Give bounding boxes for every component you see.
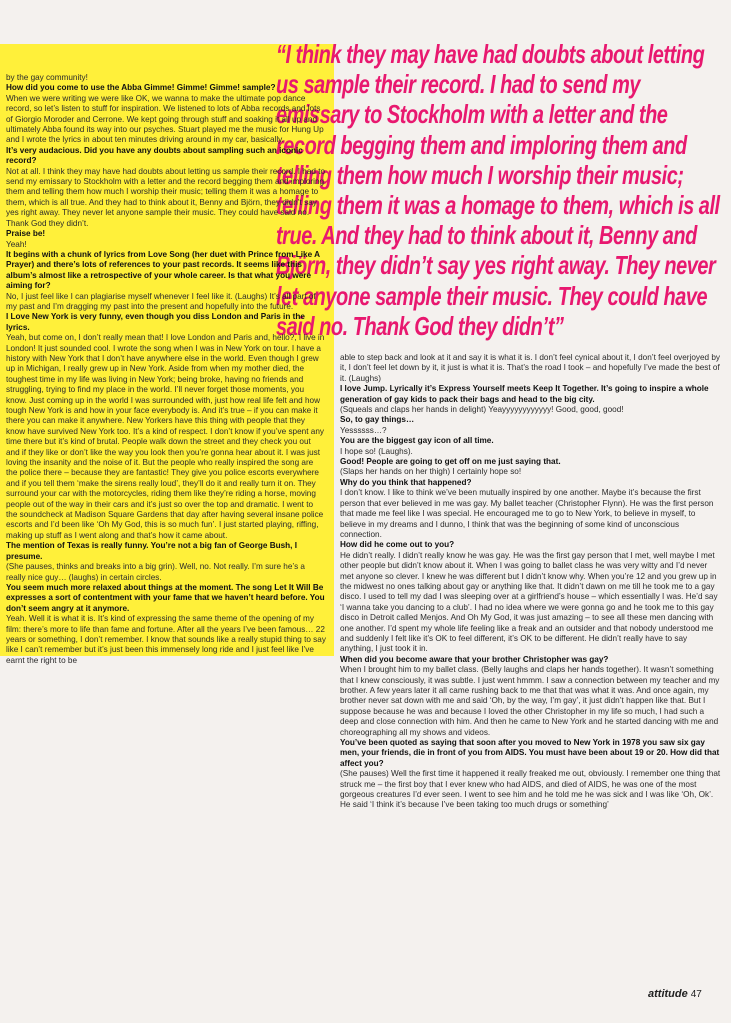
interview-answer: He didn’t really. I didn’t really know he was gay. He was the first gay person that I met, well maybe I met other people but didn’t know about it. When I was going to ballet class he was very witty and I’d never met anyone so clever. I knew he was different but I didn’t know why. When you’re 12 and you grew up in the midwest no ones talking about gay or anything like that. It didn’t dawn on me till he took me to a gay disco. I used to tell my dad I was sleeping over at a girlfriend’s house – which essentially I was. He’d say ‘I wanna take you dancing to a club’. I had no idea where we were gonna go and he took me to this gay disco in Detroit called Menjos. And Oh My God, it was just amazing – to see all these men dancing with one another. I’d spent my whole life feeling like a freak and an outsider and that nobody understood me and suddenly I felt like it’s OK to feel different, it’s OK to be different. He didn’t really have to say anything, I just took it in.: [340, 550, 718, 654]
magazine-name: attitude: [648, 988, 688, 1000]
interview-question: Praise be!: [6, 229, 46, 239]
interview-question: You’ve been quoted as saying that soon after you moved to New York in 1978 you saw six gay men, your friends, die in front of you from AIDS. You must have been about 19 or 20. How did that affect you?: [340, 738, 720, 768]
interview-answer: (She pauses, thinks and breaks into a big grin). Well, no. Not really. I’m sure he’s a really nice guy… (laughs) in certain circles.: [6, 562, 305, 582]
interview-question: The mention of Texas is really funny. You’re not a big fan of George Bush, I presume.: [6, 541, 297, 561]
interview-answer: When we were writing we were like OK, we wanna to make the ultimate pop dance record, so let’s listen to stuff for inspiration. We listened to lots of Abba records and lots of Giorgio Moroder and Cerrone. We kept going through stuff and soaking it all up and ultimately Abba found its way into our psyches. Stuart played me the music for Hung Up and I wrote the lyrics in about ten minutes driving around in my car, basically.: [6, 93, 324, 145]
interview-question: So, to gay things…: [340, 415, 415, 425]
interview-answer: Not at all. I think they may have had doubts about letting us sample their record. I had to send my emissary to Stockholm with a letter and the record begging them and imploring them and telling them how much I worship their music; telling them it was a homage to them, which is all true. And they had to think about it, Benny and Björn, they didn’t say yes right away. They never let anyone sample their music. They could have said no. Thank God they didn’t.: [6, 166, 326, 228]
interview-answer: No, I just feel like I can plagiarise myself whenever I feel like it. (Laughs) It’s all part of my past and I’m dragging my past into the present and hopefully into the future.: [6, 291, 316, 311]
interview-answer: (Squeals and claps her hands in delight) Yeayyyyyyyyyyyy! Good, good, good!: [340, 405, 624, 415]
interview-question: You seem much more relaxed about things at the moment. The song Let It Will Be expresses a sort of contentment with your fame that we haven’t heard before. You don’t seem angry at it anymore.: [6, 582, 325, 613]
interview-question: It begins with a chunk of lyrics from Love Song (her duet with Prince from Like A Prayer) and there’s lots of references to your past records. It seems like this album’s almost like a retrospective of your whole career. Is that what you were aiming for?: [6, 249, 320, 291]
left-text-column: [6, 73, 326, 666]
right-text-column: [340, 353, 722, 811]
page-number: 47: [690, 989, 702, 1000]
interview-question: It’s very audacious. Did you have any doubts about sampling such an iconic record?: [6, 145, 303, 166]
interview-answer: Yeah, but come on, I don’t really mean that! I love London and Paris and, hello?, I live in London! It just sounded cool. I wrote the song when I was in New York on tour. I have a history with New York that I don’t have anywhere else in the world. Even though I grew up in Michigan, I really grew up in New York. Aside from when my mother died, the toughest time in my life was living in New York; being broke, having no friends and struggling, trying to find my place in the world. I’ll never forget those moments, you know. Just coming up in the world I was surrounded with, just how real life felt and how tough New York is and how in your face everybody is. And it’s true – if you can make it there you can make it anywhere. New Yorkers have this thing with people that they know have survived New York too. It’s a kind of respect. I don’t know if you’ve spent any time there but it’s kind of brutal. People walk down the street and they check you out and if they like or don’t like the way you look then you’re gonna hear about it. I was just loving the insanity and the noise of it. But the people who really inspired the song are the police there – because they are fantastic! They give you police escorts everywhere and if you tell them ‘make the sirens really loud’, they’ll do it and really turn it on. They surround your car with the motorcycles, riding them like they’re riding a horse, moving people out of the way in their cars and it’s just so over the top and dramatic. I went to the soundcheck at Madison Square Gardens that day after having several insane police escorts and I’d been like ‘Oh My God, this is so much fun’. I just started playing, riffing, making up stuff as I went along and that’s how it came about.: [6, 333, 325, 540]
interview-answer: able to step back and look at it and say it is what it is. I don’t feel cynical about it, I don’t feel overjoyed by it, I don’t feel let down by it, it just is what it is. That’s the road I took – and hopefully I’ve made the best of it. (Laughs): [340, 353, 721, 383]
interview-answer: (She pauses) Well the first time it happened it really freaked me out, obviously. I remember one thing that struck me – the first boy that I ever knew who had AIDS, and died of AIDS, he was one of the most gorgeous creatures I’d ever seen. I went to see him and he told me he was sick and I was like ‘Oh, Ok’. He said ‘I think it’s because I’ve been taking too much drugs or something’: [340, 769, 721, 810]
interview-question: How did he come out to you?: [340, 540, 455, 550]
interview-question: I Love New York is very funny, even though you diss London and Paris in the lyrics.: [6, 312, 305, 332]
interview-question: I love Jump. Lyrically it’s Express Yourself meets Keep It Together. It’s going to inspire a whole generation of gay kids to pack their bags and head to the big city.: [340, 384, 709, 404]
interview-answer: Yeah!: [6, 239, 27, 249]
interview-answer: (Slaps her hands on her thigh) I certainly hope so!: [340, 467, 522, 477]
page-footer: [648, 988, 702, 1000]
interview-answer: I hope so! (Laughs).: [340, 446, 413, 456]
interview-answer: When I brought him to my ballet class. (Belly laughs and claps her hands together). It wasn’t something that I knew consciously, it was subtle. I just went hmmm. I saw a connection between my teacher and my brother. A few years later it all came rushing back to me that that was what it was. And once again, my brother never sat down with me and said ‘Oh, by the way, I’m gay’, it just didn’t happen like that. But I suppose because he was and because I loved the other Christopher in my life so much, I had such a deep and close connection with him. And then he came to New York and he started dancing with me and choreographing all my shows and videos.: [340, 665, 720, 737]
interview-question: When did you become aware that your brother Christopher was gay?: [340, 654, 609, 664]
interview-question: You are the biggest gay icon of all time.: [340, 436, 494, 446]
interview-question: How did you come to use the Abba Gimme! Gimme! Gimme! sample?: [6, 83, 276, 93]
interview-question: Why do you think that happened?: [340, 477, 472, 487]
interview-answer: Yessssss…?: [340, 425, 387, 435]
interview-answer: by the gay community!: [6, 73, 88, 82]
interview-question: Good! People are going to get off on me just saying that.: [340, 457, 561, 467]
pull-quote: “I think they may have had doubts about letting us sample their record. I had to send my emissary to Stockholm with a letter and the record begging them and imploring them and telling them how much I worship their music; telling them it was a homage to them, which is all true. And they had to think about it, Benny and Björn, they didn’t say yes right away. They never let anyone sample their music. They could have said no. Thank God they didn’t”: [276, 41, 720, 341]
interview-answer: I don’t know. I like to think we’ve been mutually inspired by one another. Maybe it’s because the first person that ever believed in me was gay. My ballet teacher (Christopher Flynn). He was the first person that made me feel like I was special. He encouraged me to go to New York, to believe in myself, to believe in my dreams and I dunno, I think that was the beginning of some kind of unconscious connection.: [340, 488, 714, 539]
interview-answer: Yeah. Well it is what it is. It’s kind of expressing the same theme of the opening of my film: there’s more to life than fame and fortune. After all the years I’ve been famous… 22 years or something, I don’t remember. I know that sounds like a really stupid thing to say like I can’t remember but it’s just been this immensely long ride and I just feel like I’ve earnt the right to be: [6, 614, 326, 665]
